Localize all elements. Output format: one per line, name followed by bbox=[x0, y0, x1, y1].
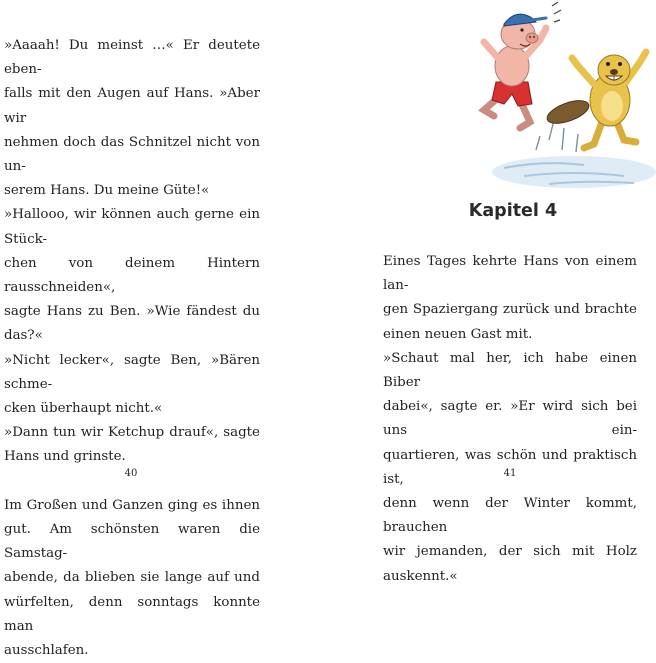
pig-character bbox=[484, 2, 561, 128]
text-line: würfelten, denn sonntags konnte man bbox=[4, 594, 260, 634]
text-line: nehmen doch das Schnitzel nicht von un- bbox=[4, 134, 260, 175]
left-page bbox=[0, 0, 328, 659]
text-line: denn wenn der Winter kommt, brauchen bbox=[383, 496, 637, 536]
text-line: falls mit den Augen auf Hans. »Aber wir bbox=[4, 86, 260, 126]
text-line: ausschlafen. bbox=[4, 643, 89, 659]
paragraph bbox=[383, 250, 637, 347]
text-line: einen neuen Gast mit. bbox=[383, 326, 533, 342]
text-line: wir jemanden, der sich mit Holz auskennt.« bbox=[383, 544, 637, 584]
chapter-title: Kapitel 4 bbox=[468, 201, 558, 221]
text-line: serem Hans. Du meine Güte!« bbox=[4, 183, 210, 199]
text-line: chen von deinem Hintern rausschneiden«, bbox=[4, 255, 260, 296]
text-line: Im Großen und Ganzen ging es ihnen bbox=[4, 497, 260, 513]
text-line: gut. Am schönsten waren die Samstag- bbox=[4, 522, 260, 562]
text-line: cken überhaupt nicht.« bbox=[4, 401, 163, 417]
pig-body bbox=[495, 46, 529, 86]
text-line: »Dann tun wir Ketchup drauf«, sagte bbox=[4, 425, 260, 441]
beaver-character bbox=[544, 52, 646, 148]
right-page-text bbox=[383, 250, 637, 589]
text-line: Hans und grinste. bbox=[4, 449, 126, 465]
paragraph bbox=[4, 34, 260, 203]
text-line: »Hallooo, wir können auch gerne ein Stück- bbox=[4, 207, 260, 247]
right-page bbox=[328, 0, 656, 584]
page-number: 40 bbox=[124, 468, 138, 479]
text-line: abende, da blieben sie lange auf und bbox=[4, 570, 260, 586]
paragraph bbox=[4, 203, 260, 348]
text-line: »Nicht lecker«, sagte Ben, »Bären schme- bbox=[4, 352, 260, 392]
text-line: gen Spaziergang zurück und brachte bbox=[383, 302, 637, 318]
paragraph bbox=[4, 349, 260, 422]
text-line: dabei«, sagte er. »Er wird sich bei uns ein- bbox=[383, 399, 637, 439]
text-line: »Schaut mal her, ich habe einen Biber bbox=[383, 350, 637, 391]
left-page-text bbox=[4, 34, 260, 663]
text-line: sagte Hans zu Ben. »Wie fändest du das?« bbox=[4, 304, 260, 344]
pig-and-beaver-illustration bbox=[454, 0, 654, 196]
text-line: »Aaaah! Du meinst …« Er deutete eben- bbox=[4, 38, 260, 78]
text-line: Eines Tages kehrte Hans von einem lan- bbox=[383, 254, 637, 294]
splash-lines bbox=[536, 120, 578, 152]
paragraph bbox=[4, 494, 260, 663]
page-number: 41 bbox=[503, 468, 517, 479]
paragraph bbox=[4, 421, 260, 469]
beaver-tail bbox=[544, 96, 592, 128]
text-line: quartieren, was schön und praktisch ist, bbox=[383, 447, 637, 487]
